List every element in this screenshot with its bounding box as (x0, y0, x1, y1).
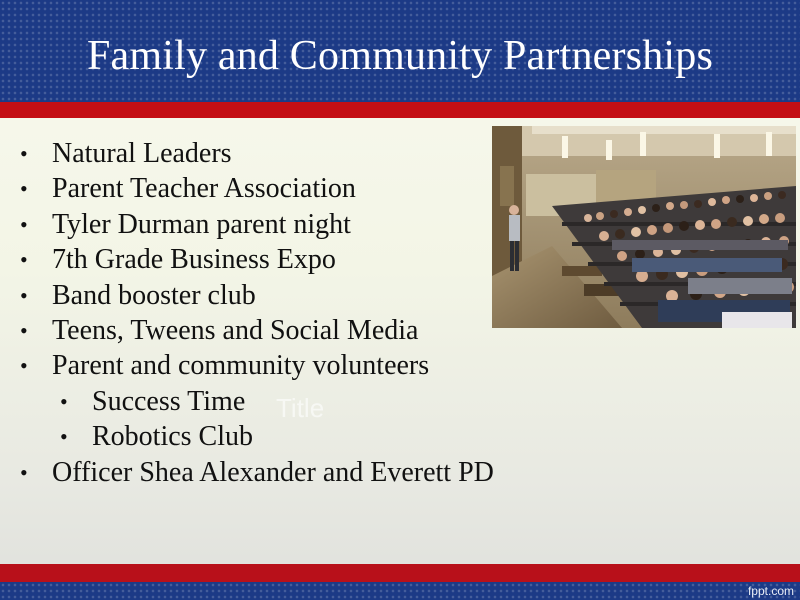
footer-brand-text: fppt.com (747, 584, 794, 598)
auditorium-photo (492, 126, 796, 328)
watermark-text: Title (276, 393, 325, 423)
bullet-text: Natural Leaders (52, 138, 232, 169)
footer-red-stripe (0, 564, 800, 582)
bullet-marker: • (20, 141, 28, 166)
header-red-stripe (0, 102, 800, 118)
slide-title: Family and Community Partnerships (86, 33, 714, 79)
auditorium-photo-art (492, 126, 796, 328)
bullet-marker: • (20, 211, 28, 237)
bullet-marker: • (60, 424, 68, 450)
bullet-text: Parent and community volunteers (52, 350, 430, 382)
sub-bullet-item (0, 419, 800, 454)
bullet-text: Teens, Tweens and Social Media (52, 314, 419, 346)
bullet-marker: • (20, 353, 28, 379)
bullet-marker: • (60, 388, 68, 414)
bullet-text: Band booster club (52, 279, 256, 311)
bullet-marker: • (20, 317, 28, 343)
bullet-text: Tyler Durman parent night (52, 208, 351, 240)
bullet-item (0, 348, 800, 383)
bullet-item (0, 455, 800, 490)
bullet-marker: • (20, 247, 28, 273)
bullet-marker: • (20, 282, 28, 308)
bullet-text: Officer Shea Alexander and Everett PD (52, 456, 494, 488)
sub-bullet-item (0, 384, 800, 419)
bullet-marker: • (20, 176, 28, 202)
bullet-marker: • (20, 459, 28, 485)
bullet-text: Parent Teacher Association (52, 173, 356, 205)
bullet-text: Robotics Club (92, 421, 254, 453)
bullet-text: Success Time (92, 385, 246, 417)
footer-band (0, 582, 800, 600)
bullet-text: 7th Grade Business Expo (52, 244, 336, 276)
